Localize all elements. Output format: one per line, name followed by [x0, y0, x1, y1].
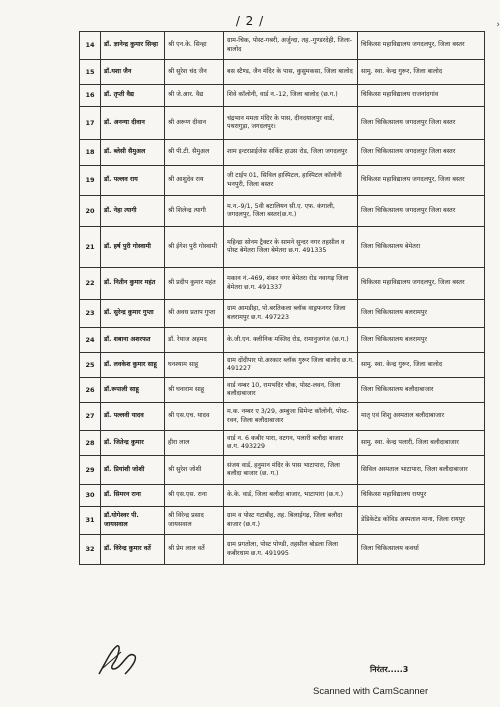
father-name-cell: श्री ईगेश पुरी गोस्वामी: [165, 227, 224, 268]
serial-number-cell: 18: [80, 140, 101, 166]
posting-cell: जिला चिकित्सालय बलरामपुर: [358, 300, 485, 328]
address-cell: मकान नं.-469, शंकर नगर बेमेतरा रोड नवागढ़ जिला बेमेतरा छ.ग. 491337: [224, 268, 358, 300]
father-name-cell: श्री जे.आर. वैद्य: [165, 85, 224, 107]
posting-cell: जिला चिकित्सालय जगदलपुर जिला बस्तर: [358, 140, 485, 166]
table-row: [80, 456, 485, 485]
serial-number-cell: 14: [80, 32, 101, 60]
doctor-name-cell: डॉ.यशा जैन: [101, 60, 165, 85]
table-body: [80, 32, 485, 565]
address-cell: वार्ड नम्बर 10, रामभदिर चौक, पोस्ट-लवन, जिला बलौदाबाजार: [224, 378, 358, 403]
address-cell: जी टाईप 01, सिविल हास्पिटल, हास्पिटल कॉलोनी भनपुरी, जिला बस्तर: [224, 166, 358, 196]
posting-cell: मातृ एवं शिशु अस्पताल बलौदाबाजार: [358, 403, 485, 431]
doctor-name-cell: डॉ.रूपाली साहू: [101, 378, 165, 403]
address-cell: बस स्टैण्ड, जैन मंदिर के पास, कुसुमकसा, जिला बालोद: [224, 60, 358, 85]
posting-cell: जिला चिकित्सालय जगदलपुर जिला बस्तर: [358, 107, 485, 140]
serial-number-cell: 15: [80, 60, 101, 85]
serial-number-cell: 21: [80, 227, 101, 268]
table-row: [80, 300, 485, 328]
table-row: [80, 60, 485, 85]
posting-cell: चिकित्सा महाविद्यालय रायपुर: [358, 485, 485, 507]
serial-number-cell: 26: [80, 378, 101, 403]
table-row: [80, 485, 485, 507]
serial-number-cell: 19: [80, 166, 101, 196]
address-cell: म.क. नम्बर ए 3/29, अम्बुजा सिमेन्ट कॉलोनी, पोस्ट-रवन, जिला बलौदाबाजार: [224, 403, 358, 431]
serial-number-cell: 30: [80, 485, 101, 507]
serial-number-cell: 23: [80, 300, 101, 328]
posting-cell: चिकित्सा महाविद्यालय राजनांदगांव: [358, 85, 485, 107]
table-row: [80, 535, 485, 565]
doctor-name-cell: डॉ. प्रियांशी जोशी: [101, 456, 165, 485]
father-name-cell: श्री प्रदीप कुमार महंत: [165, 268, 224, 300]
address-cell: महिन्द्रा सोनम ट्रैक्टर के सामने सुन्दर नगर तहसील व पोस्ट बेमेतरा जिला बेमेतरा छ.ग. 491335: [224, 227, 358, 268]
posting-cell: चिकित्सा महाविद्यालय जगदलपुर, जिला बस्तर: [358, 32, 485, 60]
page-edge-mark: ›: [496, 20, 500, 30]
serial-number-cell: 25: [80, 353, 101, 378]
address-cell: शिवे कॉलोनी, वार्ड न.-12, जिला बालोद (छ.ग.): [224, 85, 358, 107]
posting-cell: सामु. स्वा. केन्द्र गुरूर, जिला बालोद: [358, 353, 485, 378]
father-name-cell: श्री विरेन्द्र प्रसाद जायसवाल: [165, 507, 224, 535]
father-name-cell: श्री पी.टी. सैमुअल: [165, 140, 224, 166]
father-name-cell: श्री एस.एस. राना: [165, 485, 224, 507]
address-cell: म.न.-9/1, 5वी बटालियन सी.ए. एफ. कंगाली, जगदलपुर, जिला बस्तर(छ.ग.): [224, 196, 358, 227]
serial-number-cell: 27: [80, 403, 101, 431]
doctor-name-cell: डॉ.योगेश्वर पी. जायसवाल: [101, 507, 165, 535]
doctor-name-cell: डॉ. नितीन कुमार महंत: [101, 268, 165, 300]
posting-cell: जिला चिकित्सालय कवर्धा: [358, 535, 485, 565]
doctor-name-cell: डॉ. ज्ञानेन्द्र कुमार सिन्हा: [101, 32, 165, 60]
doctor-name-cell: डॉ. जितेन्द्र कुमार: [101, 431, 165, 456]
father-name-cell: श्री एन.के. सिन्हा: [165, 32, 224, 60]
address-cell: के.जी.एन. क्लीनिक मस्जिद रोड, रामानुजगंज (छ.ग.): [224, 328, 358, 353]
father-name-cell: श्री सुरेश जोशी: [165, 456, 224, 485]
father-name-cell: श्री घनाराम साहू: [165, 378, 224, 403]
doctor-name-cell: डॉ. नेहा त्यागी: [101, 196, 165, 227]
serial-number-cell: 32: [80, 535, 101, 565]
doctor-name-cell: डॉ. सिमरन राना: [101, 485, 165, 507]
table-row: [80, 196, 485, 227]
scanner-watermark: Scanned with CamScanner: [313, 686, 429, 697]
address-cell: वार्ड न. 6 कबीर पारा, वटगन, पलारी बलौदा बाजार छ.ग. 493229: [224, 431, 358, 456]
posting-cell: डेडिकेटेड कोविड अस्पताल माना, जिला रायपुर: [358, 507, 485, 535]
posting-cell: चिकित्सा महाविद्यालय जगदलपुर, जिला बस्तर: [358, 166, 485, 196]
address-cell: ग्राम दोंदीपार पो.अरकार ब्लॉक गुरूर जिला बालोद छ.ग. 491227: [224, 353, 358, 378]
doctor-name-cell: डॉ. शबाना अशरफत: [101, 328, 165, 353]
doctor-name-cell: डॉ. ब्लेसी सैमुअल: [101, 140, 165, 166]
table-row: [80, 353, 485, 378]
address-cell: ग्राम आमडीहा, पो.बरतिकला ब्लॉक वाड्रफनगर जिला बलरामपुर छ.ग. 497223: [224, 300, 358, 328]
father-name-cell: श्री आशुदेव राय: [165, 166, 224, 196]
address-cell: ग्राम प्रगतोला, पोस्ट पोण्डी, तहसील बोडला जिला कबीरधाम छ.ग. 491995: [224, 535, 358, 565]
continue-note: निरंतर.....3: [370, 665, 409, 674]
father-name-cell: श्री अरूण दीवान: [165, 107, 224, 140]
address-cell: ग्राम व पोस्ट गटाबीह, तह. बिलाईगढ़, जिला बलौदा बाजार (छ.ग.): [224, 507, 358, 535]
serial-number-cell: 17: [80, 107, 101, 140]
serial-number-cell: 31: [80, 507, 101, 535]
father-name-cell: श्री एस.एच. यादव: [165, 403, 224, 431]
staff-posting-table: [79, 31, 485, 565]
table-row: [80, 268, 485, 300]
table-row: [80, 227, 485, 268]
doctor-name-cell: डॉ. पल्लवी यादव: [101, 403, 165, 431]
page-number: / 2 /: [235, 14, 265, 28]
table-row: [80, 431, 485, 456]
table-row: [80, 378, 485, 403]
posting-cell: जिला चिकित्सालय बलौदाबाजार: [358, 378, 485, 403]
father-name-cell: श्री सुरेश चंद जैन: [165, 60, 224, 85]
doctor-name-cell: डॉ. पल्लव राय: [101, 166, 165, 196]
table-row: [80, 32, 485, 60]
serial-number-cell: 20: [80, 196, 101, 227]
doctor-name-cell: डॉ. लवकेश कुमार साहू: [101, 353, 165, 378]
table-row: [80, 85, 485, 107]
table-row: [80, 140, 485, 166]
address-cell: के.के. वार्ड, जिला बलौदा बाजार, भाटापारा (छ.ग.): [224, 485, 358, 507]
address-cell: ग्राम-चिक, पोस्ट-गबरी, अर्जुन्दा, तह.-गुण्डरदेही, जिला-बालोद: [224, 32, 358, 60]
signature-icon: [95, 640, 143, 680]
table-row: [80, 107, 485, 140]
doctor-name-cell: डॉ. हर्ष पुरी गोस्वामी: [101, 227, 165, 268]
posting-cell: चिकित्सा महाविद्यालय जगदलपुर, जिला बस्तर: [358, 268, 485, 300]
serial-number-cell: 28: [80, 431, 101, 456]
address-cell: शाम इन्टरप्राईजेस सर्किट हाउस रोड, जिला जगदलपुर: [224, 140, 358, 166]
father-name-cell: श्री प्रेम लाल वर्ते: [165, 535, 224, 565]
father-name-cell: हीरा लाल: [165, 431, 224, 456]
table-row: [80, 507, 485, 535]
serial-number-cell: 29: [80, 456, 101, 485]
posting-cell: जिला चिकित्सालय बेमेतरा: [358, 227, 485, 268]
posting-cell: सामु. स्वा. केन्द्र गुरूर, जिला बालोद: [358, 60, 485, 85]
table-row: [80, 403, 485, 431]
father-name-cell: श्री अवध प्रताप गुप्ता: [165, 300, 224, 328]
posting-cell: जिला चिकित्सालय जगदलपुर जिला बस्तर: [358, 196, 485, 227]
posting-cell: सामु. स्वा. केन्द्र पलारी, जिला बलौदाबाजार: [358, 431, 485, 456]
father-name-cell: डॉ. रेयाज अहमद: [165, 328, 224, 353]
serial-number-cell: 24: [80, 328, 101, 353]
table-row: [80, 328, 485, 353]
address-cell: संजय वार्ड, हनुमान मंदिर के पास भाटापारा, जिला बलौदा बाजार (छ. ग.): [224, 456, 358, 485]
father-name-cell: घनश्याम साहू: [165, 353, 224, 378]
address-cell: चंद्रभान ममता मंदिर के पास, दीनदयालपुर वार्ड, पथरागुड़ा, जगदलपुर।: [224, 107, 358, 140]
posting-cell: जिला चिकित्सालय बलरामपुर: [358, 328, 485, 353]
doctor-name-cell: डॉ. अनन्या दीवान: [101, 107, 165, 140]
serial-number-cell: 16: [80, 85, 101, 107]
doctor-name-cell: डॉ. तृप्ती वैद्य: [101, 85, 165, 107]
doctor-name-cell: डॉ. विरेन्द्र कुमार वर्ते: [101, 535, 165, 565]
serial-number-cell: 22: [80, 268, 101, 300]
posting-cell: सिविल अस्पताल भाटापारा, जिला बलौदाबाजार: [358, 456, 485, 485]
table-row: [80, 166, 485, 196]
father-name-cell: श्री शिलेन्द्र त्यागी: [165, 196, 224, 227]
doctor-name-cell: डॉ. सुरेन्द्र कुमार गुप्ता: [101, 300, 165, 328]
